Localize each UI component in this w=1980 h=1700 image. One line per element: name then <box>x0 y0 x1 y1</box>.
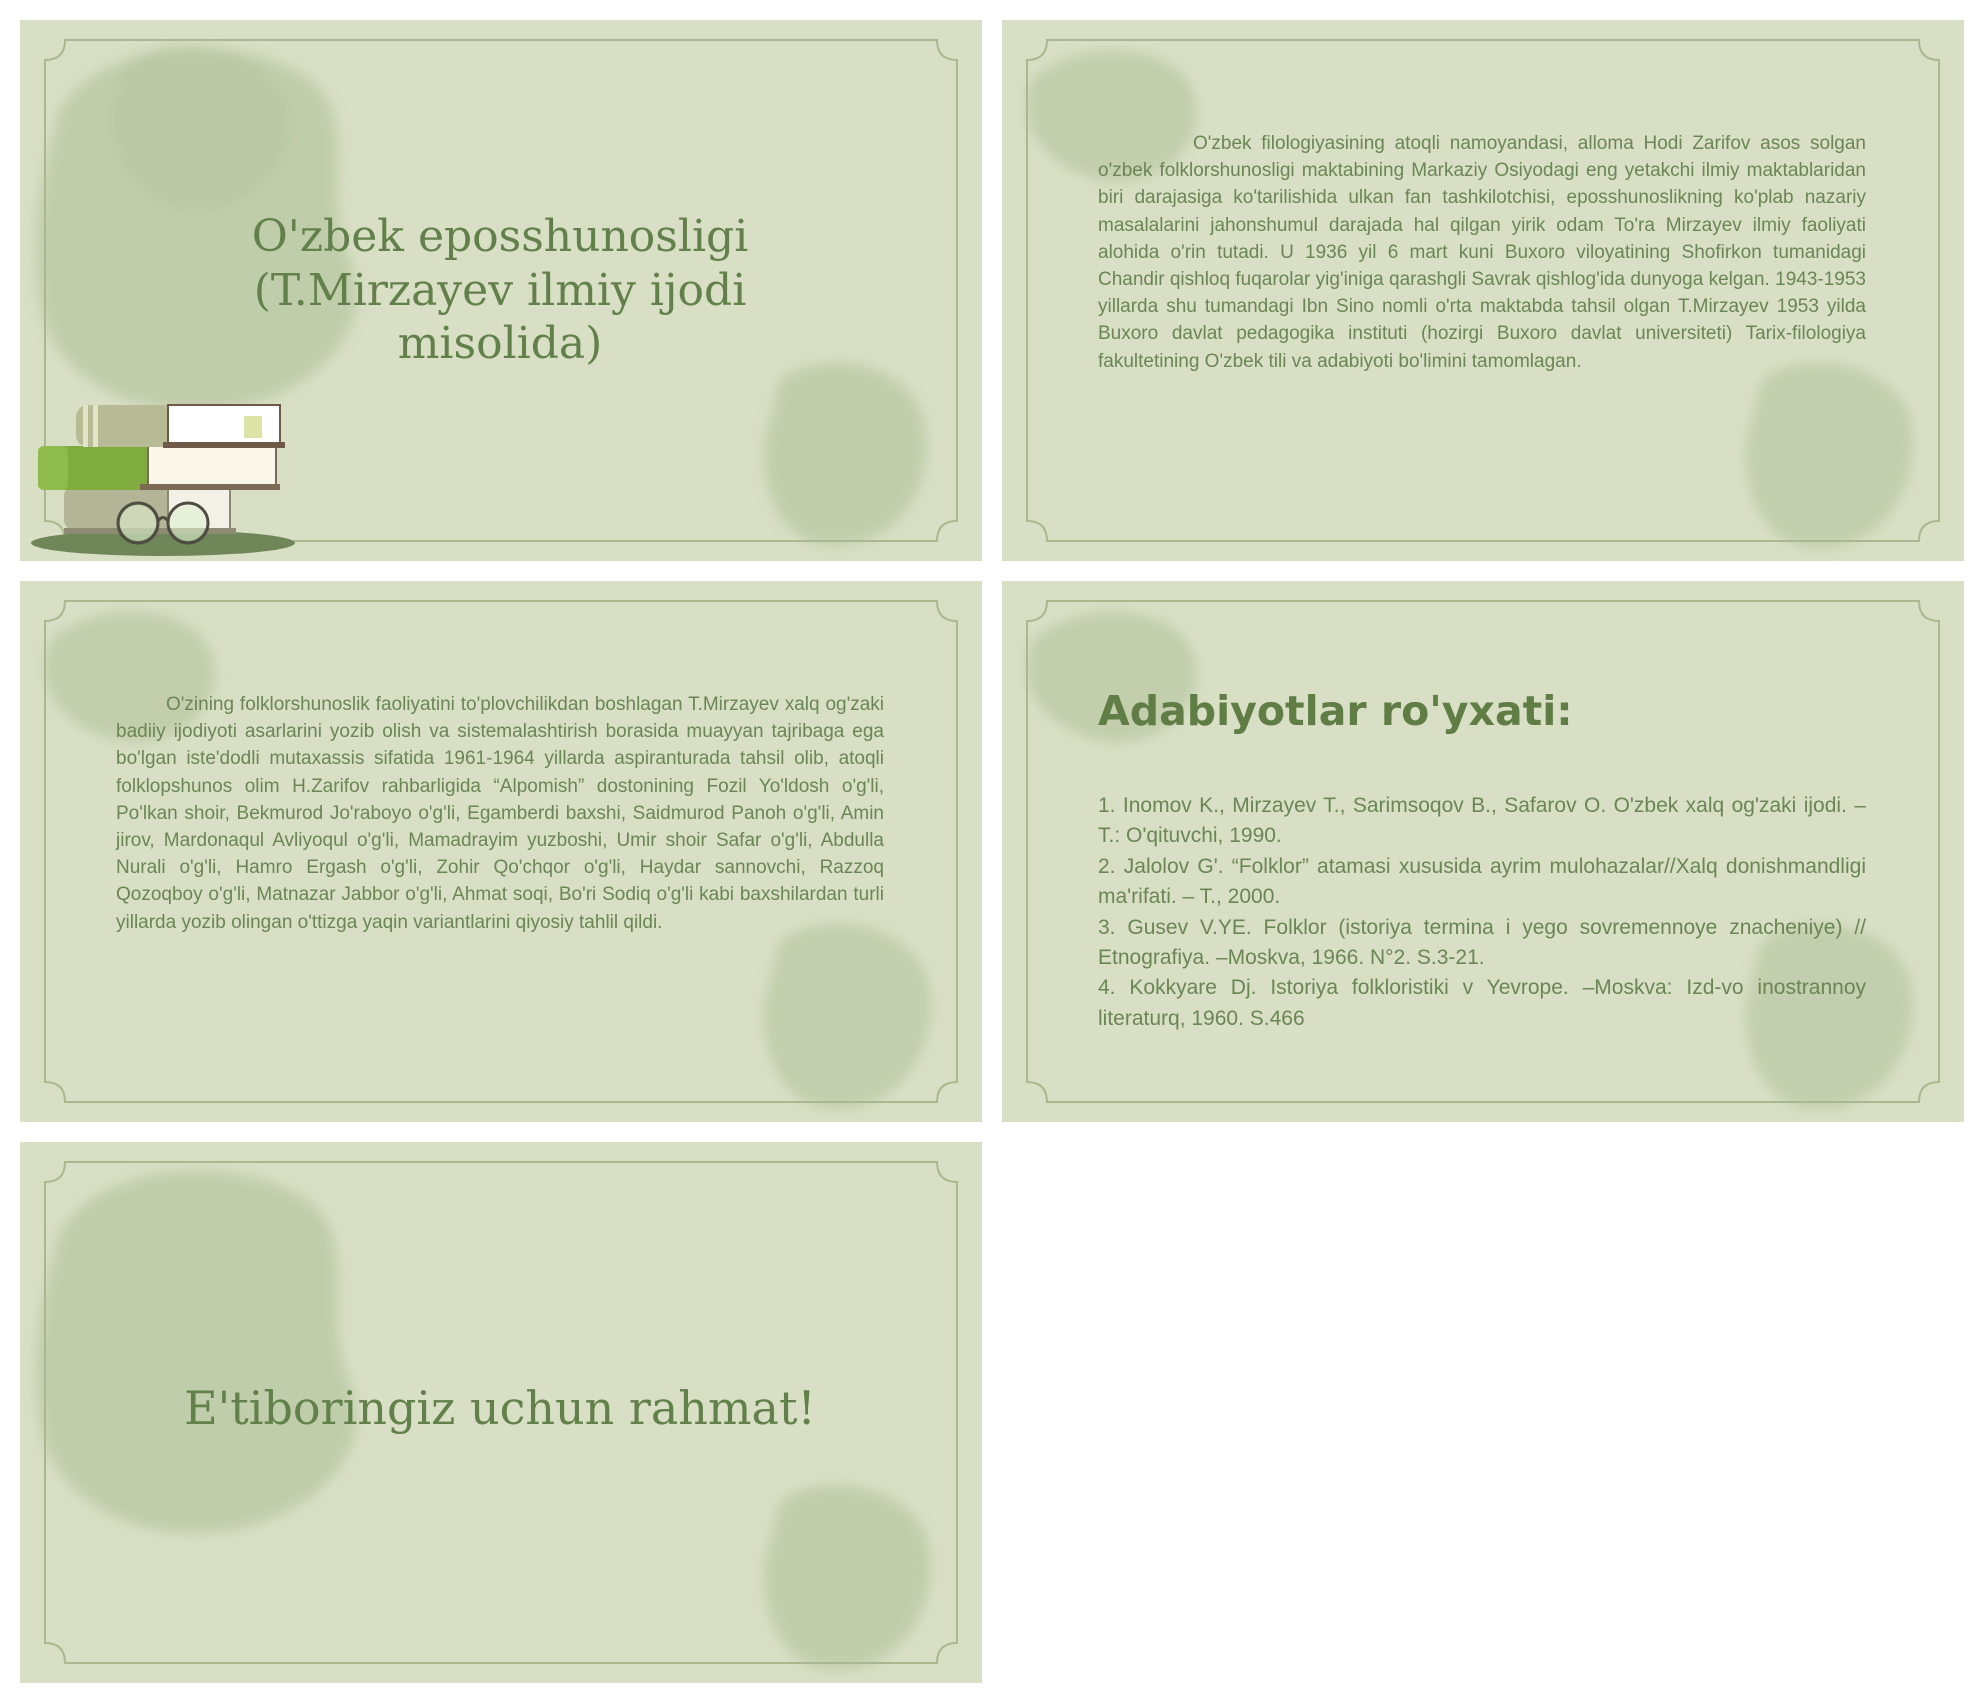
slide-biography <box>1002 20 1964 561</box>
books-and-glasses-icon <box>28 400 318 558</box>
biography-paragraph: O'zbek filologiyasining atoqli namoyandasi, alloma Hodi Zarifov asos solgan o'zbek folklorshunosligi maktabining Markaziy Osiyodagi eng yetakchi ilmiy maktablaridan biri darajasiga ko'tarilishida ulkan fan tashkilotchisi, eposshunoslikning ko'plab nazariy masalalarini jahonshumul darajada hal qilgan yirik odam To'ra Mirzayev ilmiy faoliyati alohida o'rin tutadi. U 1936 yil 6 mart kuni Buxoro viloyatining Shofirkon tumanidagi Chandir qishloq fuqarolar yig'iniga qarashgli Savrak qishlog'ida dunyoga kelgan. 1943-1953 yillarda shu tumandagi Ibn Sino nomli o'rta maktabda tahsil olgan T.Mirzayev 1953 yilda Buxoro davlat pedagogika instituti (hozirgi Buxoro davlat universiteti) Tarix-filologiya fakultetining O'zbek tili va adabiyoti bo'limini tamomlagan. <box>1098 133 1866 372</box>
reference-item: 4. Kokkyare Dj. Istoriya folkloristiki v Yevrope. –Moskva: Izd-vo inostrannoy literaturq, 1960. S.466 <box>1098 976 1866 1030</box>
slide-research <box>20 581 982 1122</box>
references-list <box>1098 791 1866 1034</box>
presentation-title: O'zbek eposshunosligi (T.Mirzayev ilmiy ijodi misolida) <box>251 211 749 370</box>
references-heading: Adabiyotlar ro'yxati: <box>1098 687 1573 735</box>
reference-item: 2. Jalolov G'. “Folklor” atamasi xususida ayrim mulohazalar//Xalq donishmandligi ma'rifati. – T., 2000. <box>1098 854 1866 909</box>
slide-thanks <box>20 1142 982 1683</box>
research-paragraph: O'zining folklorshunoslik faoliyatini to'plovchilikdan boshlagan T.Mirzayev xalq og'zaki badiiy ijodiyoti asarlarini yozib olish va sistemalashtirish borasida muayyan tajribaga ega bo'lgan iste'dodli mutaxassis sifatida 1961-1964 yillarda aspiranturada tahsil olib, atoqli folklopshunos olim H.Zarifov rahbarligida “Alpomish” dostonining Fozil Yo'ldosh o'g'li, Po'lkan shoir, Bekmurod Jo'raboyo o'g'li, Egamberdi baxshi, Saidmurod Panoh o'g'li, Amin jirov, Mardonaqul Avliyoqul o'g'li, Mamadrayim yuzboshi, Umir shoir Safar o'g'li, Abdulla Nurali o'g'li, Hamro Ergash o'g'li, Zohir Qo'chqor o'g'li, Haydar sannovchi, Razzoq Qozoqboy o'g'li, Matnazar Jabbor o'g'li, Ahmat soqi, Bo'ri Sodiq o'g'li kabi baxshilardan turli yillarda yozib olingan o'ttizga yaqin variantlarini qiyosiy tahlil qildi. <box>116 694 884 933</box>
slide-title <box>20 20 982 561</box>
slide-references <box>1002 581 1964 1122</box>
reference-item: 3. Gusev V.YE. Folklor (istoriya termina i yego sovremennoye znacheniye) // Etnografiya. –Moskva, 1966. N°2. S.3-21. <box>1098 915 1866 970</box>
reference-item: 1. Inomov K., Mirzayev T., Sarimsoqov B., Safarov O. O'zbek xalq og'zaki ijodi. –T.: O'qituvchi, 1990. <box>1098 794 1866 848</box>
thank-you-title: E'tiboringiz uchun rahmat! <box>184 1381 816 1435</box>
